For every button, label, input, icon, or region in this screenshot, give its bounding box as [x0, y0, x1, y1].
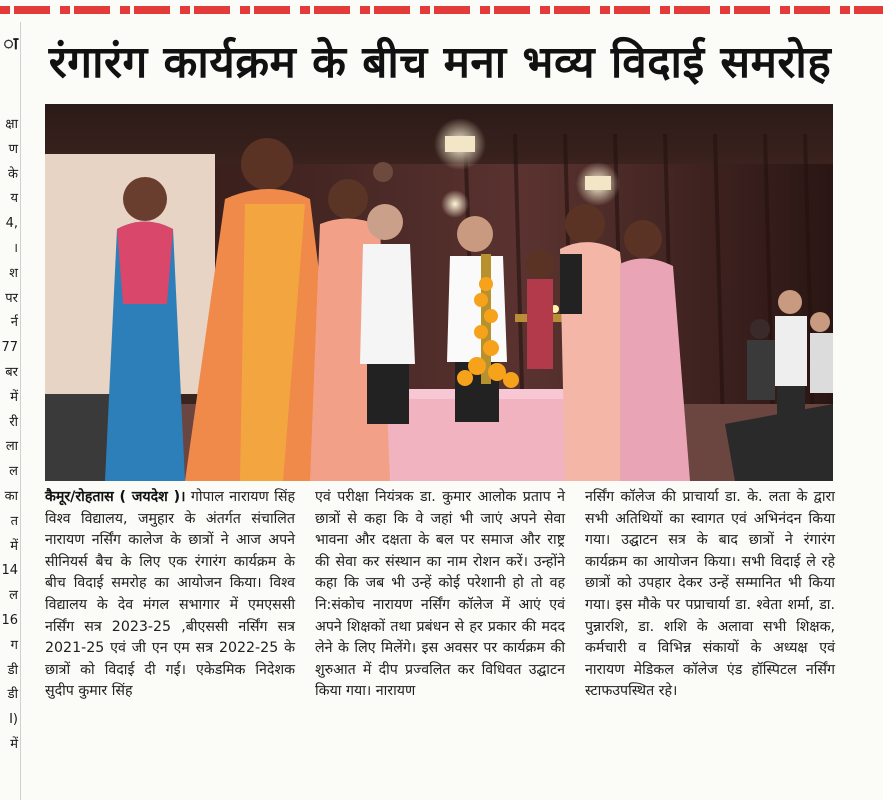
previous-column-fragment: श	[9, 265, 18, 281]
previous-column-fragment: में	[10, 538, 18, 554]
previous-column-fragment: क्षा	[5, 117, 18, 132]
article-column-2-text: एवं परीक्षा नियंत्रक डा. कुमार आलोक प्रताप ने छात्रों से कहा कि वे जहां भी जाएं अपने सेवा भावना और दक्षता के बल पर समाज और राष्ट्र की सेवा कर संस्थान का नाम रोशन करें। उन्होंने कहा कि जब भी उन्हें कोई परेशानी हो तो वह नि:संकोच नारायण नर्सिंग कॉलेज में आएं एवं अपने शिक्षकों तथा प्रबंधन से हर प्रकार की मदद लेने के लिए मिलेंगे। इस अवसर पर कार्यक्रम की शुरुआत में दीप प्रज्वलित कर विधिवत उद्घाटन किया गया। नारायण	[315, 489, 565, 700]
article-column-1	[45, 487, 295, 787]
previous-column-fragment: में	[10, 737, 18, 752]
previous-column-fragment: ला	[5, 439, 18, 455]
previous-column-fragment: री	[9, 414, 18, 430]
previous-article-column	[0, 22, 21, 800]
previous-column-fragment: में	[10, 389, 18, 405]
previous-column-fragment: ।	[13, 241, 18, 256]
previous-column-fragment: ण	[8, 141, 18, 157]
headline: रंगारंग कार्यक्रम के बीच मना भव्य विदाई समरोह	[48, 37, 832, 88]
event-photo	[45, 104, 833, 481]
article-body	[45, 487, 835, 787]
article-column-2	[315, 487, 565, 787]
previous-column-fragment: डी	[7, 687, 18, 703]
previous-column-head-fragment: ा	[3, 34, 18, 54]
previous-column-fragment: पर	[5, 290, 18, 306]
previous-column-fragment: त	[10, 513, 18, 529]
previous-column-fragment: ल	[9, 464, 18, 480]
previous-column-fragment: बर	[5, 365, 18, 380]
lamp-lighting-photo	[45, 104, 833, 481]
previous-column-fragment: ग	[10, 637, 18, 653]
dateline: कैमूर/रोहतास ( जयदेश )।	[45, 489, 186, 505]
article-column-3-text: नर्सिंग कॉलेज की प्राचार्या डा. के. लता के द्वारा सभी अतिथियों का स्वागत एवं अभिनंदन किया गया। उद्घाटन सत्र के बाद छात्रों ने रंगारंग कार्यक्रम का आयोजन किया। सभी विदाई ले रहे छात्रों को उपहार देकर उन्हें सम्मानित भी किया गया। इस मौके पर पप्राचार्या डा. श्वेता शर्मा, डा. पुन्नारशि, डा. शशि के अलावा सभी शिक्षक, कर्मचारी व विभिन्न संकायों के अध्यक्ष एवं नारायण मेडिकल कॉलेज एंड हॉस्पिटल नर्सिंग स्टाफउपस्थित रहे।	[585, 489, 835, 700]
previous-column-fragment: य	[10, 191, 18, 207]
previous-column-fragment: ल	[9, 588, 18, 604]
previous-column-fragment: 4,	[5, 216, 18, 232]
previous-column-fragment: डी	[7, 662, 18, 678]
top-red-dashed-rule	[0, 6, 883, 14]
previous-column-fragment: 14	[1, 563, 18, 579]
previous-column-fragment: 77	[1, 340, 18, 356]
article-column-3	[585, 487, 835, 787]
previous-column-fragment: I)	[9, 712, 18, 728]
previous-column-fragment: का	[4, 489, 18, 504]
previous-column-fragment: के	[8, 166, 18, 182]
previous-column-fragment: 16	[1, 613, 18, 628]
article-column-1-text: गोपाल नारायण सिंह विश्व विद्यालय, जमुहार के अंतर्गत संचालित नारायण नर्सिंग कालेज के छात्रों ने आज अपने सीनियर्स बैच के लिए एक रंगारंग कार्यक्रम के बीच विदाई समरोह का आयोजन किया। विश्व विद्यालय के देव मंगल सभागार में एमएससी नर्सिंग सत्र 2023-25 ,बीएससी नर्सिंग सत्र 2021-25 एवं जी एन एम सत्र 2022-25 के छात्रों को विदाई दी गई। एकेडमिक निदेशक सुदीप कुमार सिंह	[45, 489, 295, 700]
previous-column-fragment: र्न	[10, 315, 18, 331]
